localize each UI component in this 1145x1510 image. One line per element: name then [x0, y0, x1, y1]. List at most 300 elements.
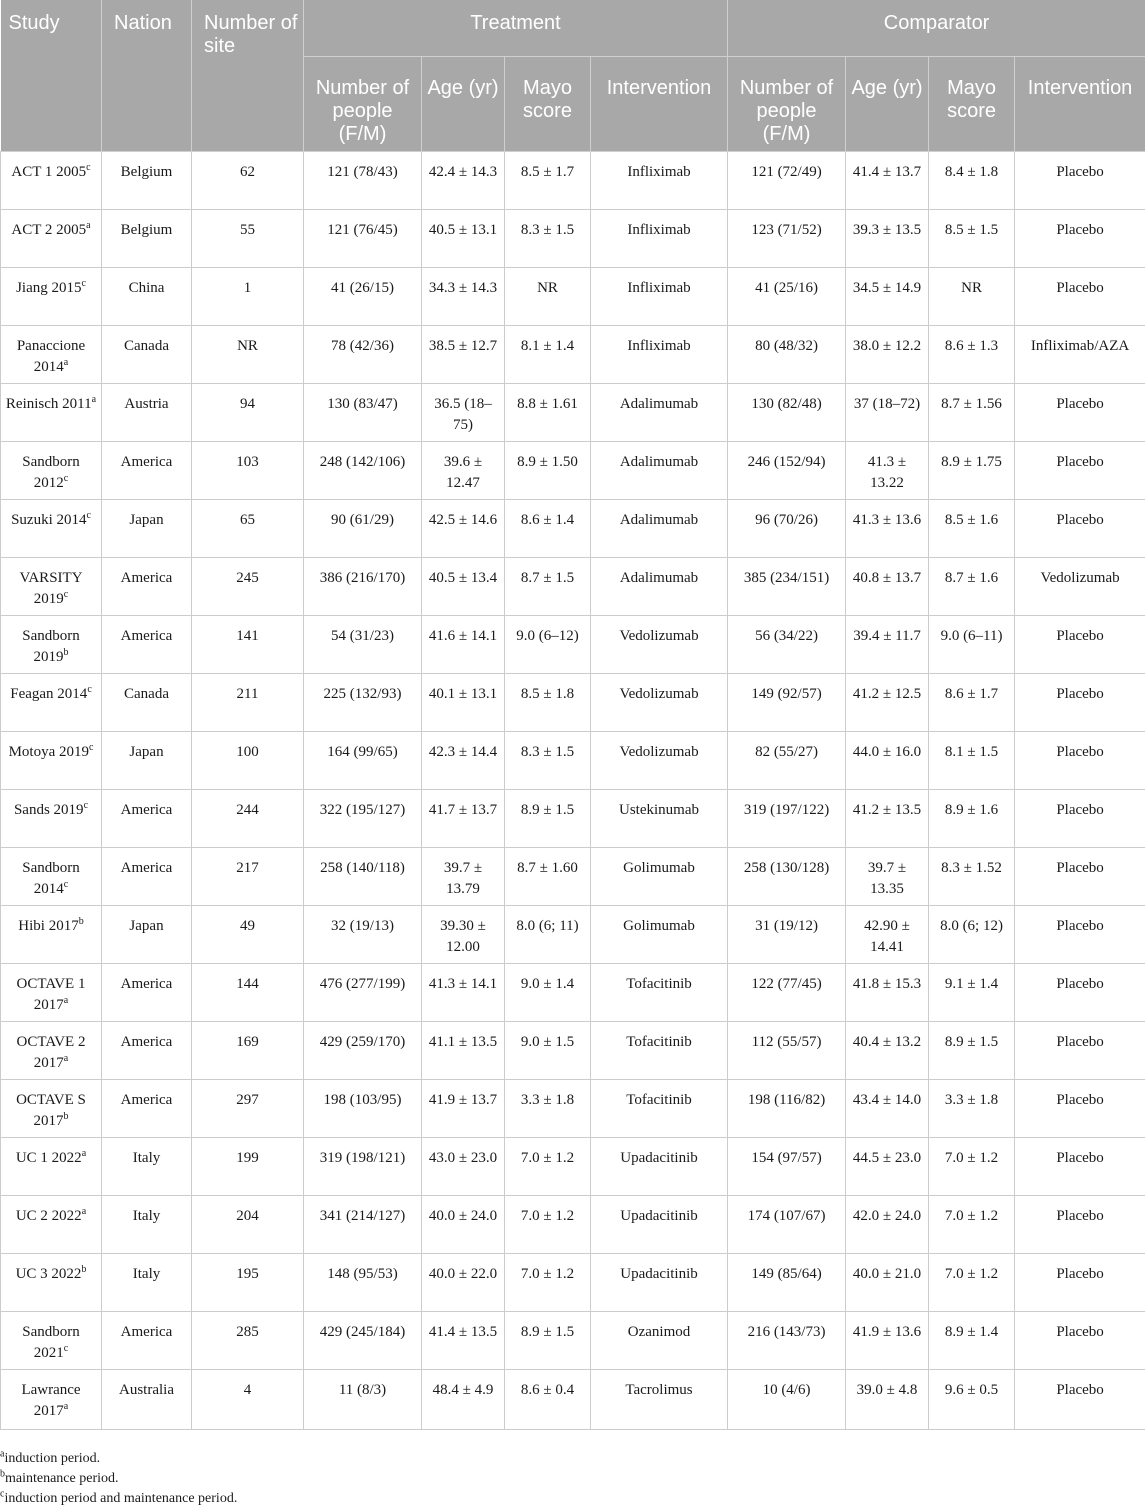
cell-c-int: Placebo: [1015, 906, 1145, 964]
cell-t-int: Adalimumab: [591, 558, 728, 616]
study-footnote-mark: c: [86, 162, 91, 173]
cell-study: [1, 674, 102, 732]
study-name: Sandborn 2012: [22, 454, 80, 491]
col-header-nation: Nation: [102, 0, 192, 152]
col-header-study: Study: [1, 0, 102, 152]
cell-study: [1, 1196, 102, 1254]
cell-c-age: 41.4 ± 13.7: [846, 152, 929, 210]
cell-c-int: Placebo: [1015, 1254, 1145, 1312]
footnote-mark: c: [0, 1488, 5, 1500]
col-header-sites: Number of site: [192, 0, 304, 152]
cell-t-int: Infliximab: [591, 152, 728, 210]
study-footnote-mark: b: [63, 647, 69, 658]
study-name: Suzuki 2014: [11, 512, 87, 528]
cell-t-int: Upadacitinib: [591, 1138, 728, 1196]
cell-t-int: Vedolizumab: [591, 674, 728, 732]
cell-t-mayo: 8.9 ± 1.50: [505, 442, 591, 500]
cell-c-mayo: 8.4 ± 1.8: [929, 152, 1015, 210]
table-row: [1, 1138, 1145, 1196]
cell-sites: 211: [192, 674, 304, 732]
cell-t-mayo: 9.0 ± 1.4: [505, 964, 591, 1022]
cell-t-mayo: 8.9 ± 1.5: [505, 790, 591, 848]
study-name: OCTAVE 1 2017: [16, 976, 86, 1013]
cell-nation: China: [102, 268, 192, 326]
study-footnote-mark: c: [83, 800, 89, 811]
cell-t-mayo: 8.6 ± 1.4: [505, 500, 591, 558]
cell-c-mayo: 8.1 ± 1.5: [929, 732, 1015, 790]
cell-t-int: Adalimumab: [591, 442, 728, 500]
table-row: [1, 210, 1145, 268]
cell-nation: America: [102, 1022, 192, 1080]
cell-t-mayo: 8.3 ± 1.5: [505, 732, 591, 790]
cell-c-people: 246 (152/94): [728, 442, 846, 500]
cell-c-people: 82 (55/27): [728, 732, 846, 790]
cell-t-age: 40.0 ± 22.0: [422, 1254, 505, 1312]
table-row: [1, 1370, 1145, 1430]
footnotes: [0, 1449, 237, 1509]
study-name: ACT 2 2005: [11, 222, 87, 238]
footnote-mark: a: [0, 1448, 5, 1460]
cell-c-people: 121 (72/49): [728, 152, 846, 210]
cell-c-age: 43.4 ± 14.0: [846, 1080, 929, 1138]
cell-c-people: 385 (234/151): [728, 558, 846, 616]
cell-t-int: Vedolizumab: [591, 732, 728, 790]
cell-nation: Japan: [102, 500, 192, 558]
footnote: [0, 1489, 237, 1509]
cell-c-people: 96 (70/26): [728, 500, 846, 558]
cell-nation: Italy: [102, 1196, 192, 1254]
cell-t-age: 40.0 ± 24.0: [422, 1196, 505, 1254]
cell-t-age: 43.0 ± 23.0: [422, 1138, 505, 1196]
cell-study: [1, 210, 102, 268]
study-name: Lawrance 2017: [21, 1382, 81, 1419]
table-row: [1, 384, 1145, 442]
col-header-comparator-age: Age (yr): [846, 57, 929, 152]
cell-t-int: Tacrolimus: [591, 1370, 728, 1430]
cell-c-int: Placebo: [1015, 964, 1145, 1022]
table-row: [1, 558, 1145, 616]
cell-c-age: 38.0 ± 12.2: [846, 326, 929, 384]
table-row: [1, 1022, 1145, 1080]
cell-nation: America: [102, 616, 192, 674]
cell-c-mayo: 7.0 ± 1.2: [929, 1196, 1015, 1254]
cell-t-age: 41.1 ± 13.5: [422, 1022, 505, 1080]
cell-c-mayo: 9.6 ± 0.5: [929, 1370, 1015, 1430]
col-header-treatment-people: Number of people (F/M): [304, 57, 422, 152]
cell-t-mayo: 9.0 (6–12): [505, 616, 591, 674]
study-footnote-mark: a: [63, 357, 69, 368]
cell-t-people: 248 (142/106): [304, 442, 422, 500]
cell-t-int: Infliximab: [591, 326, 728, 384]
cell-t-people: 429 (259/170): [304, 1022, 422, 1080]
cell-nation: America: [102, 442, 192, 500]
cell-c-age: 41.2 ± 12.5: [846, 674, 929, 732]
study-footnote-mark: a: [63, 1401, 69, 1412]
table-row: [1, 732, 1145, 790]
cell-c-people: 122 (77/45): [728, 964, 846, 1022]
cell-c-mayo: 8.9 ± 1.5: [929, 1022, 1015, 1080]
footnote-mark: b: [0, 1468, 5, 1480]
cell-c-people: 31 (19/12): [728, 906, 846, 964]
cell-t-people: 258 (140/118): [304, 848, 422, 906]
table-row: [1, 790, 1145, 848]
col-header-comparator-mayo: Mayo score: [929, 57, 1015, 152]
cell-t-people: 476 (277/199): [304, 964, 422, 1022]
cell-nation: Canada: [102, 326, 192, 384]
study-name: OCTAVE 2 2017: [16, 1034, 86, 1071]
table-row: [1, 326, 1145, 384]
cell-c-mayo: 8.5 ± 1.5: [929, 210, 1015, 268]
cell-t-age: 40.5 ± 13.1: [422, 210, 505, 268]
cell-nation: Canada: [102, 674, 192, 732]
cell-study: [1, 152, 102, 210]
cell-nation: Austria: [102, 384, 192, 442]
cell-study: [1, 326, 102, 384]
cell-c-people: 149 (92/57): [728, 674, 846, 732]
cell-t-mayo: 8.8 ± 1.61: [505, 384, 591, 442]
cell-c-mayo: 8.6 ± 1.7: [929, 674, 1015, 732]
cell-sites: 204: [192, 1196, 304, 1254]
cell-sites: 245: [192, 558, 304, 616]
cell-c-int: Placebo: [1015, 732, 1145, 790]
cell-c-mayo: 9.0 (6–11): [929, 616, 1015, 674]
cell-sites: 100: [192, 732, 304, 790]
study-name: UC 1 2022: [15, 1150, 82, 1166]
study-footnote-mark: c: [63, 473, 69, 484]
cell-sites: 285: [192, 1312, 304, 1370]
cell-t-people: 429 (245/184): [304, 1312, 422, 1370]
col-header-treatment-age: Age (yr): [422, 57, 505, 152]
cell-study: [1, 616, 102, 674]
study-footnote-mark: a: [63, 1053, 69, 1064]
cell-t-age: 39.30 ± 12.00: [422, 906, 505, 964]
cell-c-people: 10 (4/6): [728, 1370, 846, 1430]
col-header-treatment-intervention: Intervention: [591, 57, 728, 152]
cell-t-age: 42.3 ± 14.4: [422, 732, 505, 790]
cell-c-age: 40.8 ± 13.7: [846, 558, 929, 616]
cell-c-age: 41.3 ± 13.6: [846, 500, 929, 558]
cell-t-people: 164 (99/65): [304, 732, 422, 790]
col-header-comparator-people: Number of people (F/M): [728, 57, 846, 152]
cell-c-mayo: 9.1 ± 1.4: [929, 964, 1015, 1022]
cell-t-age: 41.3 ± 14.1: [422, 964, 505, 1022]
cell-t-mayo: 7.0 ± 1.2: [505, 1138, 591, 1196]
footnote: [0, 1469, 237, 1489]
cell-t-mayo: NR: [505, 268, 591, 326]
cell-nation: America: [102, 558, 192, 616]
cell-sites: 169: [192, 1022, 304, 1080]
cell-t-mayo: 8.9 ± 1.5: [505, 1312, 591, 1370]
table-row: [1, 1312, 1145, 1370]
cell-c-mayo: 8.0 (6; 12): [929, 906, 1015, 964]
cell-t-int: Tofacitinib: [591, 964, 728, 1022]
cell-t-mayo: 8.3 ± 1.5: [505, 210, 591, 268]
cell-nation: Japan: [102, 732, 192, 790]
study-name: Motoya 2019: [8, 744, 89, 760]
cell-c-mayo: 8.9 ± 1.4: [929, 1312, 1015, 1370]
cell-t-int: Adalimumab: [591, 384, 728, 442]
table-row: [1, 442, 1145, 500]
cell-t-people: 322 (195/127): [304, 790, 422, 848]
cell-t-age: 36.5 (18–75): [422, 384, 505, 442]
cell-t-int: Ustekinumab: [591, 790, 728, 848]
cell-c-int: Placebo: [1015, 790, 1145, 848]
cell-study: [1, 1370, 102, 1430]
cell-c-int: Vedolizumab: [1015, 558, 1145, 616]
cell-c-int: Placebo: [1015, 1080, 1145, 1138]
cell-c-age: 40.0 ± 21.0: [846, 1254, 929, 1312]
study-name: UC 2 2022: [15, 1208, 82, 1224]
cell-c-int: Placebo: [1015, 1196, 1145, 1254]
cell-c-mayo: NR: [929, 268, 1015, 326]
cell-t-people: 32 (19/13): [304, 906, 422, 964]
study-name: Sands 2019: [13, 802, 84, 818]
study-footnote-mark: c: [88, 742, 94, 753]
footnote-text: induction period.: [4, 1451, 101, 1466]
cell-c-int: Placebo: [1015, 268, 1145, 326]
cell-c-age: 41.3 ± 13.22: [846, 442, 929, 500]
cell-c-people: 154 (97/57): [728, 1138, 846, 1196]
cell-t-mayo: 8.7 ± 1.60: [505, 848, 591, 906]
cell-c-people: 319 (197/122): [728, 790, 846, 848]
study-name: OCTAVE S 2017: [16, 1092, 86, 1129]
cell-sites: 103: [192, 442, 304, 500]
cell-nation: Belgium: [102, 152, 192, 210]
cell-nation: Japan: [102, 906, 192, 964]
cell-c-age: 41.9 ± 13.6: [846, 1312, 929, 1370]
cell-c-age: 44.0 ± 16.0: [846, 732, 929, 790]
cell-t-int: Ozanimod: [591, 1312, 728, 1370]
cell-study: [1, 848, 102, 906]
cell-sites: 4: [192, 1370, 304, 1430]
cell-c-mayo: 8.7 ± 1.56: [929, 384, 1015, 442]
cell-t-age: 41.6 ± 14.1: [422, 616, 505, 674]
cell-t-mayo: 8.0 (6; 11): [505, 906, 591, 964]
cell-t-people: 341 (214/127): [304, 1196, 422, 1254]
cell-c-age: 37 (18–72): [846, 384, 929, 442]
table-row: [1, 152, 1145, 210]
cell-c-mayo: 8.5 ± 1.6: [929, 500, 1015, 558]
cell-c-int: Placebo: [1015, 442, 1145, 500]
cell-c-int: Infliximab/AZA: [1015, 326, 1145, 384]
cell-t-people: 78 (42/36): [304, 326, 422, 384]
cell-t-people: 319 (198/121): [304, 1138, 422, 1196]
cell-t-age: 48.4 ± 4.9: [422, 1370, 505, 1430]
table-row: [1, 1254, 1145, 1312]
footnote-text: induction period and maintenance period.: [4, 1491, 238, 1506]
cell-c-people: 216 (143/73): [728, 1312, 846, 1370]
cell-study: [1, 1312, 102, 1370]
cell-c-int: Placebo: [1015, 616, 1145, 674]
cell-c-people: 41 (25/16): [728, 268, 846, 326]
cell-t-int: Tofacitinib: [591, 1022, 728, 1080]
study-footnote-mark: c: [63, 1343, 69, 1354]
cell-c-age: 42.90 ± 14.41: [846, 906, 929, 964]
cell-c-mayo: 8.6 ± 1.3: [929, 326, 1015, 384]
cell-sites: 65: [192, 500, 304, 558]
cell-sites: 62: [192, 152, 304, 210]
table-row: [1, 616, 1145, 674]
cell-t-people: 130 (83/47): [304, 384, 422, 442]
cell-nation: America: [102, 1080, 192, 1138]
cell-t-int: Tofacitinib: [591, 1080, 728, 1138]
study-footnote-mark: a: [81, 1206, 87, 1217]
cell-sites: 297: [192, 1080, 304, 1138]
cell-c-age: 39.4 ± 11.7: [846, 616, 929, 674]
cell-c-int: Placebo: [1015, 384, 1145, 442]
cell-nation: Italy: [102, 1254, 192, 1312]
cell-t-people: 148 (95/53): [304, 1254, 422, 1312]
cell-study: [1, 906, 102, 964]
table-row: [1, 964, 1145, 1022]
cell-c-age: 39.3 ± 13.5: [846, 210, 929, 268]
col-header-treatment-mayo: Mayo score: [505, 57, 591, 152]
study-footnote-mark: a: [91, 394, 97, 405]
cell-c-mayo: 7.0 ± 1.2: [929, 1254, 1015, 1312]
cell-t-people: 121 (76/45): [304, 210, 422, 268]
cell-study: [1, 732, 102, 790]
cell-c-int: Placebo: [1015, 674, 1145, 732]
cell-t-int: Adalimumab: [591, 500, 728, 558]
cell-t-age: 34.3 ± 14.3: [422, 268, 505, 326]
cell-sites: 195: [192, 1254, 304, 1312]
study-footnote-mark: c: [81, 278, 86, 289]
cell-c-int: Placebo: [1015, 1022, 1145, 1080]
cell-c-age: 39.0 ± 4.8: [846, 1370, 929, 1430]
cell-study: [1, 384, 102, 442]
footnote-text: maintenance period.: [5, 1471, 119, 1486]
study-footnote-mark: c: [63, 879, 69, 890]
study-footnote-mark: a: [86, 220, 91, 231]
cell-c-mayo: 8.9 ± 1.75: [929, 442, 1015, 500]
cell-c-age: 34.5 ± 14.9: [846, 268, 929, 326]
cell-t-age: 39.6 ± 12.47: [422, 442, 505, 500]
cell-c-age: 40.4 ± 13.2: [846, 1022, 929, 1080]
cell-t-people: 11 (8/3): [304, 1370, 422, 1430]
cell-study: [1, 268, 102, 326]
study-name: Sandborn 2019: [22, 628, 80, 665]
study-name: VARSITY 2019: [19, 570, 83, 607]
cell-c-mayo: 8.3 ± 1.52: [929, 848, 1015, 906]
cell-c-int: Placebo: [1015, 500, 1145, 558]
cell-t-int: Infliximab: [591, 268, 728, 326]
cell-t-mayo: 7.0 ± 1.2: [505, 1254, 591, 1312]
cell-c-people: 258 (130/128): [728, 848, 846, 906]
col-header-treatment: Treatment: [304, 0, 728, 57]
table-row: [1, 1196, 1145, 1254]
cell-c-int: Placebo: [1015, 1370, 1145, 1430]
cell-sites: 1: [192, 268, 304, 326]
cell-study: [1, 500, 102, 558]
study-footnote-mark: b: [78, 916, 84, 927]
col-header-comparator-intervention: Intervention: [1015, 57, 1145, 152]
study-footnote-mark: a: [81, 1148, 87, 1159]
cell-sites: 141: [192, 616, 304, 674]
cell-c-age: 42.0 ± 24.0: [846, 1196, 929, 1254]
cell-sites: 199: [192, 1138, 304, 1196]
cell-c-mayo: 8.7 ± 1.6: [929, 558, 1015, 616]
cell-t-int: Upadacitinib: [591, 1196, 728, 1254]
cell-c-age: 41.2 ± 13.5: [846, 790, 929, 848]
cell-c-mayo: 3.3 ± 1.8: [929, 1080, 1015, 1138]
cell-sites: 49: [192, 906, 304, 964]
cell-sites: 217: [192, 848, 304, 906]
cell-nation: America: [102, 1312, 192, 1370]
cell-nation: America: [102, 848, 192, 906]
col-header-comparator: Comparator: [728, 0, 1145, 57]
cell-study: [1, 1022, 102, 1080]
cell-study: [1, 1138, 102, 1196]
cell-c-people: 56 (34/22): [728, 616, 846, 674]
cell-c-people: 198 (116/82): [728, 1080, 846, 1138]
cell-c-people: 130 (82/48): [728, 384, 846, 442]
study-footnote-mark: a: [63, 995, 69, 1006]
cell-nation: Italy: [102, 1138, 192, 1196]
cell-nation: America: [102, 790, 192, 848]
cell-t-people: 90 (61/29): [304, 500, 422, 558]
cell-t-mayo: 7.0 ± 1.2: [505, 1196, 591, 1254]
cell-c-people: 80 (48/32): [728, 326, 846, 384]
cell-t-people: 54 (31/23): [304, 616, 422, 674]
cell-t-int: Golimumab: [591, 906, 728, 964]
cell-t-int: Golimumab: [591, 848, 728, 906]
cell-study: [1, 964, 102, 1022]
study-name: UC 3 2022: [15, 1266, 82, 1282]
cell-t-age: 39.7 ± 13.79: [422, 848, 505, 906]
cell-t-people: 198 (103/95): [304, 1080, 422, 1138]
study-name: Reinisch 2011: [5, 396, 92, 412]
cell-c-int: Placebo: [1015, 1138, 1145, 1196]
study-name: Panaccione 2014: [16, 338, 86, 375]
table-row: [1, 674, 1145, 732]
study-name: ACT 1 2005: [11, 164, 87, 180]
study-name: Hibi 2017: [18, 918, 79, 934]
cell-study: [1, 442, 102, 500]
cell-study: [1, 558, 102, 616]
cell-nation: America: [102, 964, 192, 1022]
cell-c-age: 44.5 ± 23.0: [846, 1138, 929, 1196]
cell-c-mayo: 8.9 ± 1.6: [929, 790, 1015, 848]
cell-t-age: 41.4 ± 13.5: [422, 1312, 505, 1370]
cell-study: [1, 790, 102, 848]
cell-sites: 55: [192, 210, 304, 268]
study-footnote-mark: c: [87, 684, 92, 695]
table-row: [1, 268, 1145, 326]
cell-c-mayo: 7.0 ± 1.2: [929, 1138, 1015, 1196]
cell-t-people: 41 (26/15): [304, 268, 422, 326]
cell-t-age: 42.5 ± 14.6: [422, 500, 505, 558]
table-row: [1, 848, 1145, 906]
cell-t-age: 38.5 ± 12.7: [422, 326, 505, 384]
cell-c-age: 39.7 ± 13.35: [846, 848, 929, 906]
cell-t-int: Upadacitinib: [591, 1254, 728, 1312]
cell-c-age: 41.8 ± 15.3: [846, 964, 929, 1022]
footnote: [0, 1449, 237, 1469]
cell-t-age: 42.4 ± 14.3: [422, 152, 505, 210]
cell-t-mayo: 8.5 ± 1.7: [505, 152, 591, 210]
study-name: Sandborn 2021: [22, 1324, 80, 1361]
cell-c-people: 112 (55/57): [728, 1022, 846, 1080]
table-row: [1, 1080, 1145, 1138]
cell-t-mayo: 9.0 ± 1.5: [505, 1022, 591, 1080]
cell-t-age: 41.7 ± 13.7: [422, 790, 505, 848]
cell-study: [1, 1254, 102, 1312]
cell-study: [1, 1080, 102, 1138]
study-footnote-mark: c: [63, 589, 69, 600]
study-footnote-mark: c: [86, 510, 91, 521]
cell-t-people: 225 (132/93): [304, 674, 422, 732]
cell-t-age: 40.1 ± 13.1: [422, 674, 505, 732]
